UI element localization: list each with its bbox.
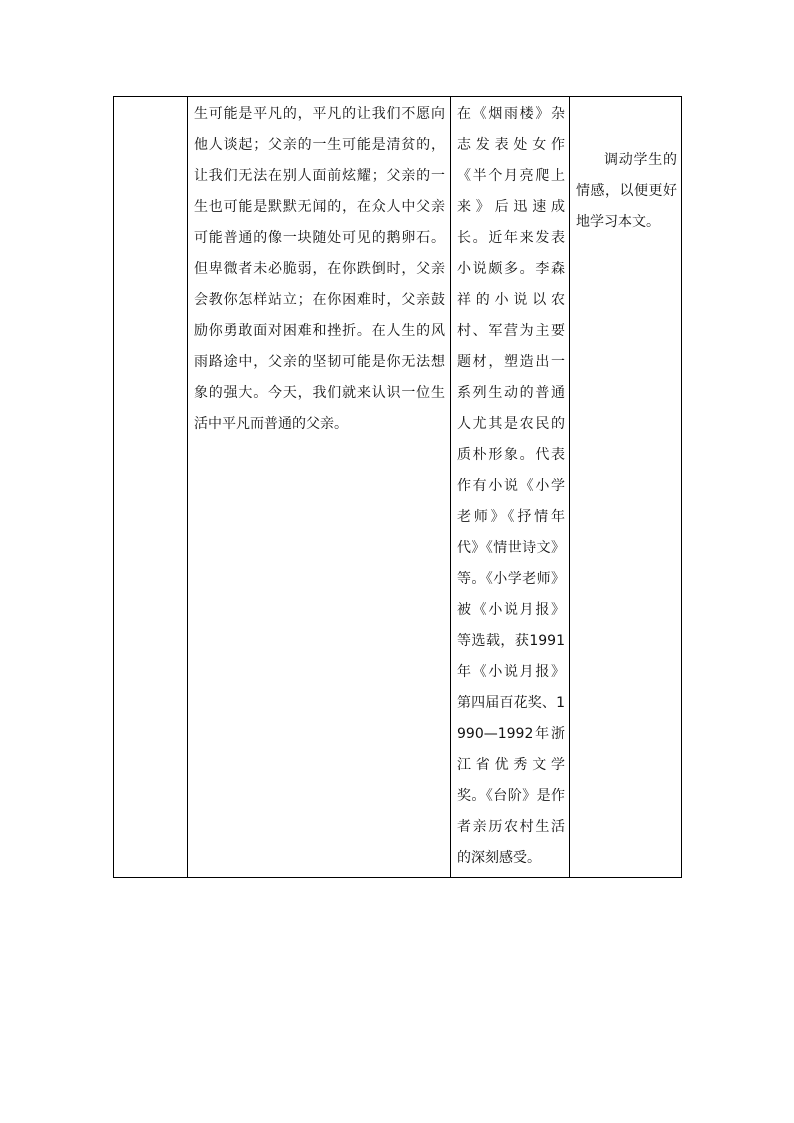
purpose-text: 调动学生的情感，以便更好地学习本文。: [576, 152, 677, 230]
author-intro-text: 在《烟雨楼》杂志发表处女作《半个月亮爬上来》后迅速成长。近年来发表小说颇多。李森祥的小说以农村、军营为主要题材，塑造出一系列生动的普通人尤其是农民的质朴形象。代表作有小说《小学老师》《抒情年代》《情世诗文》等。《小学老师》被《小说月报》等选载，获1991年《小说月报》第四届百花奖、1990—1992年浙江省优秀文学奖。《台阶》是作者亲历农村生活的深刻感受。: [457, 106, 565, 866]
lesson-plan-table: [113, 96, 682, 878]
table-cell-purpose: [570, 97, 682, 878]
teacher-activity-text: 生可能是平凡的，平凡的让我们不愿向他人谈起；父亲的一生可能是清贫的，让我们无法在别人面前炫耀；父亲的一生也可能是默默无闻的，在众人中父亲可能普通的像一块随处可见的鹅卵石。但卑微者未必脆弱，在你跌倒时，父亲会教你怎样站立；在你困难时，父亲鼓励你勇敢面对困难和挫折。在人生的风雨路途中，父亲的坚韧可能是你无法想象的强大。今天，我们就来认识一位生活中平凡而普通的父亲。: [194, 106, 445, 432]
table-row: [114, 97, 682, 878]
table-cell-teacher-activity: [188, 97, 451, 878]
table-cell-author-intro: [451, 97, 570, 878]
table-cell-step: [114, 97, 188, 878]
